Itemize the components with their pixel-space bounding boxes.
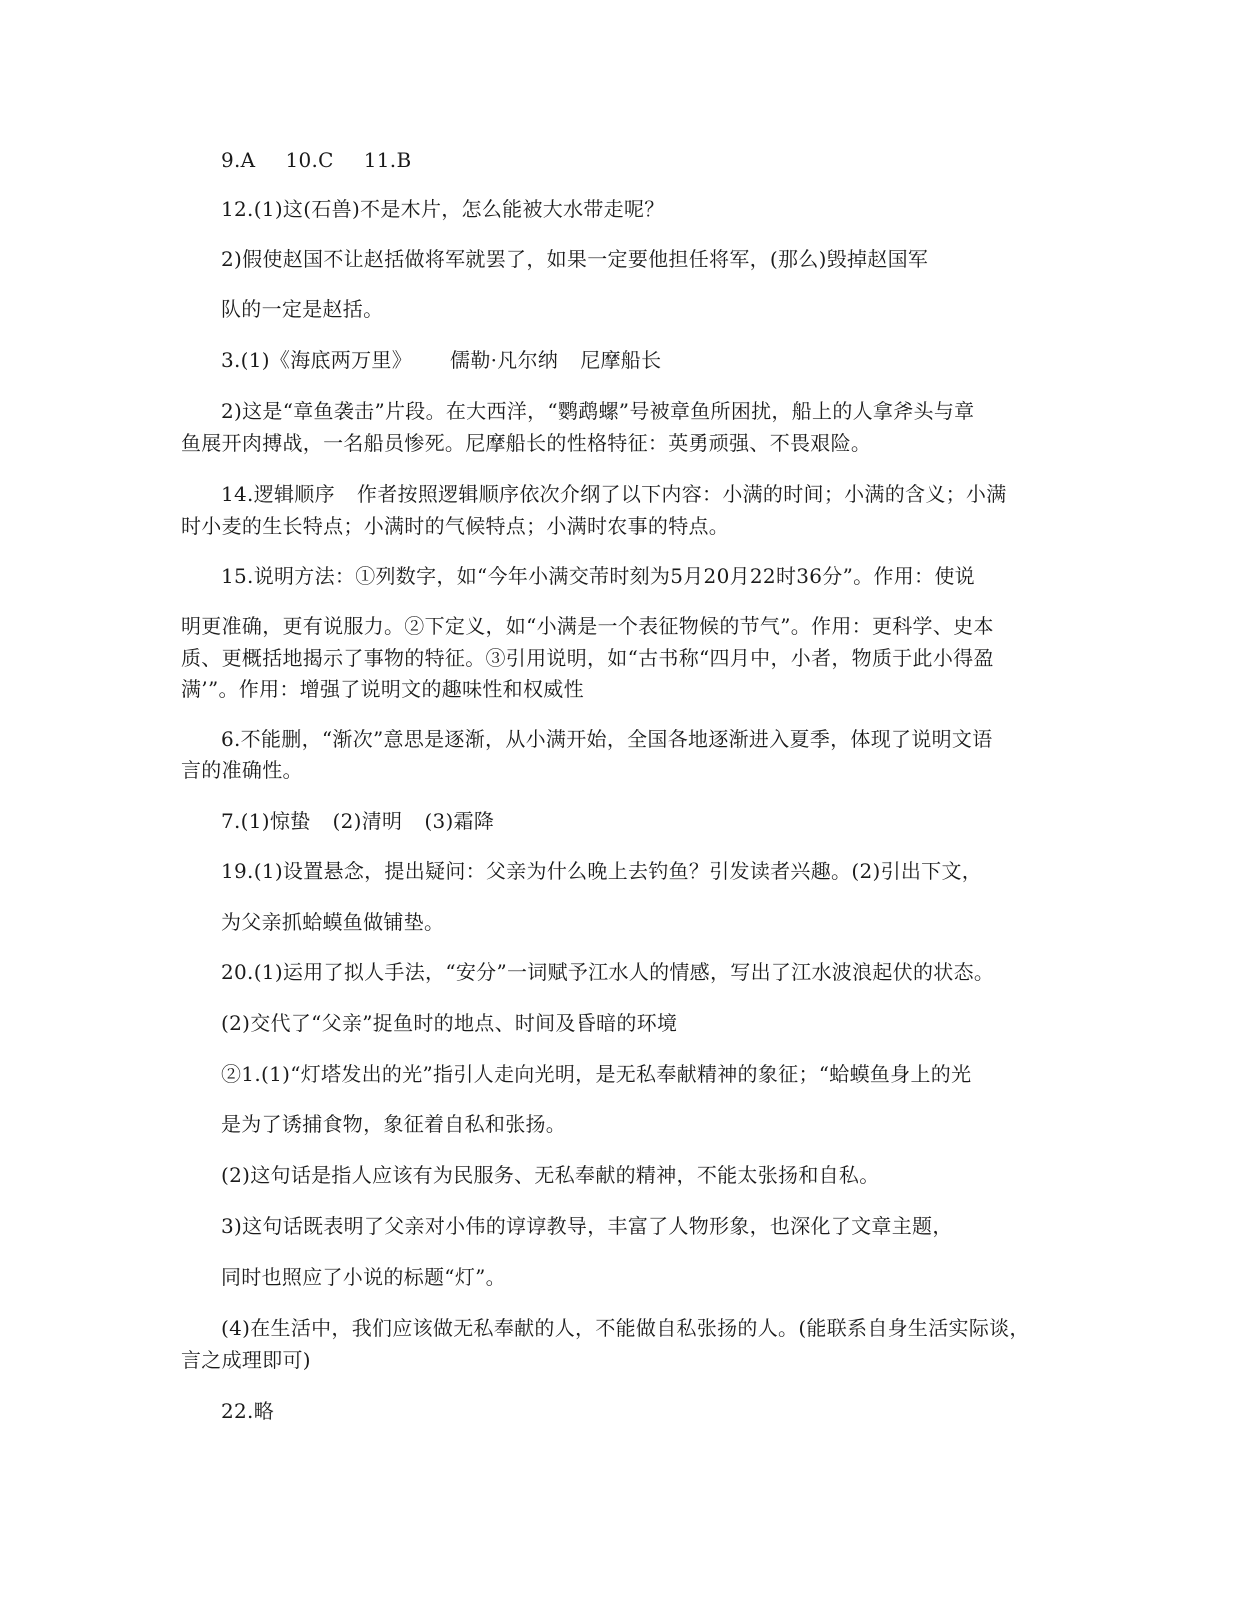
answer-22: 22.略 <box>221 1399 275 1423</box>
answer-15-cont-2: 质、更概括地揭示了事物的特征。③引用说明，如“古书称“四月中，小者，物质于此小得盈 <box>181 646 994 670</box>
answer-13-1 <box>221 345 661 375</box>
answer-21-4-cont: 言之成理即可) <box>181 1348 311 1372</box>
answer-21-1: ②1.(1)“灯塔发出的光”指引人走向光明，是无私奉献精神的象征；“蛤蟆鱼身上的光 <box>221 1062 972 1086</box>
answer-17-3: (3)霜降 <box>424 809 495 833</box>
answer-21-3: 3)这句话既表明了父亲对小伟的谆谆教导，丰富了人物形象，也深化了文章主题， <box>221 1214 953 1238</box>
answer-11: 11.B <box>363 148 412 172</box>
answer-17-2: (2)清明 <box>332 809 403 833</box>
answer-21-4: (4)在生活中，我们应该做无私奉献的人，不能做自私张扬的人。(能联系自身生活实际谈， <box>221 1316 1030 1340</box>
answer-9: 9.A <box>221 148 256 172</box>
author-name: 儒勒·凡尔纳 <box>450 348 559 372</box>
answer-14-label: 14.逻辑顺序 <box>221 482 335 506</box>
answer-14-cont: 时小麦的生长特点；小满时的气候特点；小满时农事的特点。 <box>181 514 730 538</box>
answer-12-2-cont: 队的一定是赵括。 <box>221 297 384 321</box>
answer-15: 15.说明方法：①列数字，如“今年小满交芾时刻为5月20月22时36分”。作用：使说 <box>221 564 975 588</box>
character-name: 尼摩船长 <box>580 348 662 372</box>
answer-16-cont: 言的准确性。 <box>181 758 303 782</box>
answer-17-1: 7.(1)惊蛰 <box>221 809 311 833</box>
answer-13-2: 2)这是“章鱼袭击”片段。在大西洋，“鹦鹉螺”号被章鱼所困扰，船上的人拿斧头与章 <box>221 399 975 423</box>
answer-20-2: (2)交代了“父亲”捉鱼时的地点、时间及昏暗的环境 <box>221 1011 678 1035</box>
answer-14-text: 作者按照逻辑顺序依次介纲了以下内容：小满的时间；小满的含义；小满 <box>356 482 1007 506</box>
answer-12-1: 12.(1)这(石兽)不是木片，怎么能被大水带走呢？ <box>221 197 665 221</box>
answer-14 <box>221 479 1007 509</box>
answer-16: 6.不能删，“渐次”意思是逐渐，从小满开始，全国各地逐渐进入夏季，体现了说明文语 <box>221 727 993 751</box>
answer-20-1: 20.(1)运用了拟人手法，“安分”一词赋予江水人的情感，写出了江水波浪起伏的状态。 <box>221 960 995 984</box>
answer-21-1-cont: 是为了诱捕食物，象征着自私和张扬。 <box>221 1112 567 1136</box>
book-title: 3.(1)《海底两万里》 <box>221 348 413 372</box>
answer-line-9-11 <box>221 145 411 175</box>
answer-15-cont-3: 满’”。作用：增强了说明文的趣味性和权威性 <box>181 677 584 701</box>
answer-19: 19.(1)设置悬念，提出疑问：父亲为什么晚上去钓鱼？引发读者兴趣。(2)引出下文， <box>221 859 983 883</box>
answer-15-cont-1: 明更准确，更有说服力。②下定义，如“小满是一个表征物候的节气”。作用：更科学、史本 <box>181 614 994 638</box>
answer-10: 10.C <box>285 148 334 172</box>
answer-21-2: (2)这句话是指人应该有为民服务、无私奉献的精神，不能太张扬和自私。 <box>221 1163 880 1187</box>
answer-19-cont: 为父亲抓蛤蟆鱼做铺垫。 <box>221 910 445 934</box>
answer-12-2: 2)假使赵国不让赵括做将军就罢了，如果一定要他担任将军，(那么)毁掉赵国军 <box>221 247 929 271</box>
answer-13-2-cont: 鱼展开肉搏战，一名船员惨死。尼摩船长的性格特征：英勇顽强、不畏艰险。 <box>181 431 872 455</box>
answer-17 <box>221 806 494 836</box>
answer-21-3-cont: 同时也照应了小说的标题“灯”。 <box>221 1265 506 1289</box>
